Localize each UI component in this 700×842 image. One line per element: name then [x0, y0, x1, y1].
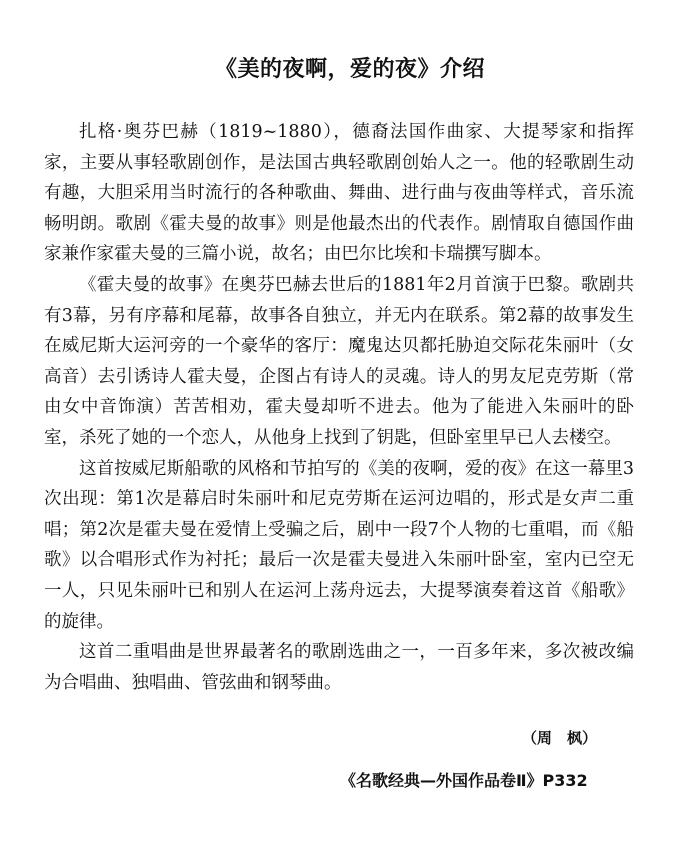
paragraph-2: 《霍夫曼的故事》在奥芬巴赫去世后的1881年2月首演于巴黎。歌剧共有3幕，另有序幕和尾幕，故事各自独立，并无内在联系。第2幕的故事发生在威尼斯大运河旁的一个豪华的客厅：魔鬼达贝都托胁迫交际花朱丽叶（女高音）去引诱诗人霍夫曼，企图占有诗人的灵魂。诗人的男友尼克劳斯（常由女中音饰演）苦苦相劝，霍夫曼却听不进去。他为了能进入朱丽叶的卧室，杀死了她的一个恋人，从他身上找到了钥匙，但卧室里早已人去楼空。: [44, 274, 634, 448]
paragraph-4: 这首二重唱曲是世界最著名的歌剧选曲之一，一百多年来，多次被改编为合唱曲、独唱曲、管弦曲和钢琴曲。: [44, 642, 634, 693]
author-credit: （周 枫）: [522, 729, 598, 747]
paragraph-1: 扎格·奥芬巴赫（1819~1880），德裔法国作曲家、大提琴家和指挥家，主要从事轻歌剧创作，是法国古典轻歌剧创始人之一。他的轻歌剧生动有趣，大胆采用当时流行的各种歌曲、舞曲、进行曲与夜曲等样式，音乐流畅明朗。歌剧《霍夫曼的故事》则是他最杰出的代表作。剧情取自德国作曲家兼作家霍夫曼的三篇小说，故名；由巴尔比埃和卡瑞撰写脚本。: [44, 122, 634, 265]
article-title: 《美的夜啊，爱的夜》介绍: [214, 57, 485, 82]
source-footer: 《名歌经典—外国作品卷Ⅱ》P332: [340, 771, 588, 790]
article-body: [44, 117, 634, 698]
paragraph-3: 这首按威尼斯船歌的风格和节拍写的《美的夜啊，爱的夜》在这一幕里3次出现：第1次是幕启时朱丽叶和尼克劳斯在运河边唱的，形式是女声二重唱；第2次是霍夫曼在爱情上受骗之后，剧中一段7个人物的七重唱，而《船歌》以合唱形式作为衬托；最后一次是霍夫曼进入朱丽叶卧室，室内已空无一人，只见朱丽叶已和别人在运河上荡舟远去，大提琴演奏着这首《船歌》的旋律。: [44, 458, 634, 632]
